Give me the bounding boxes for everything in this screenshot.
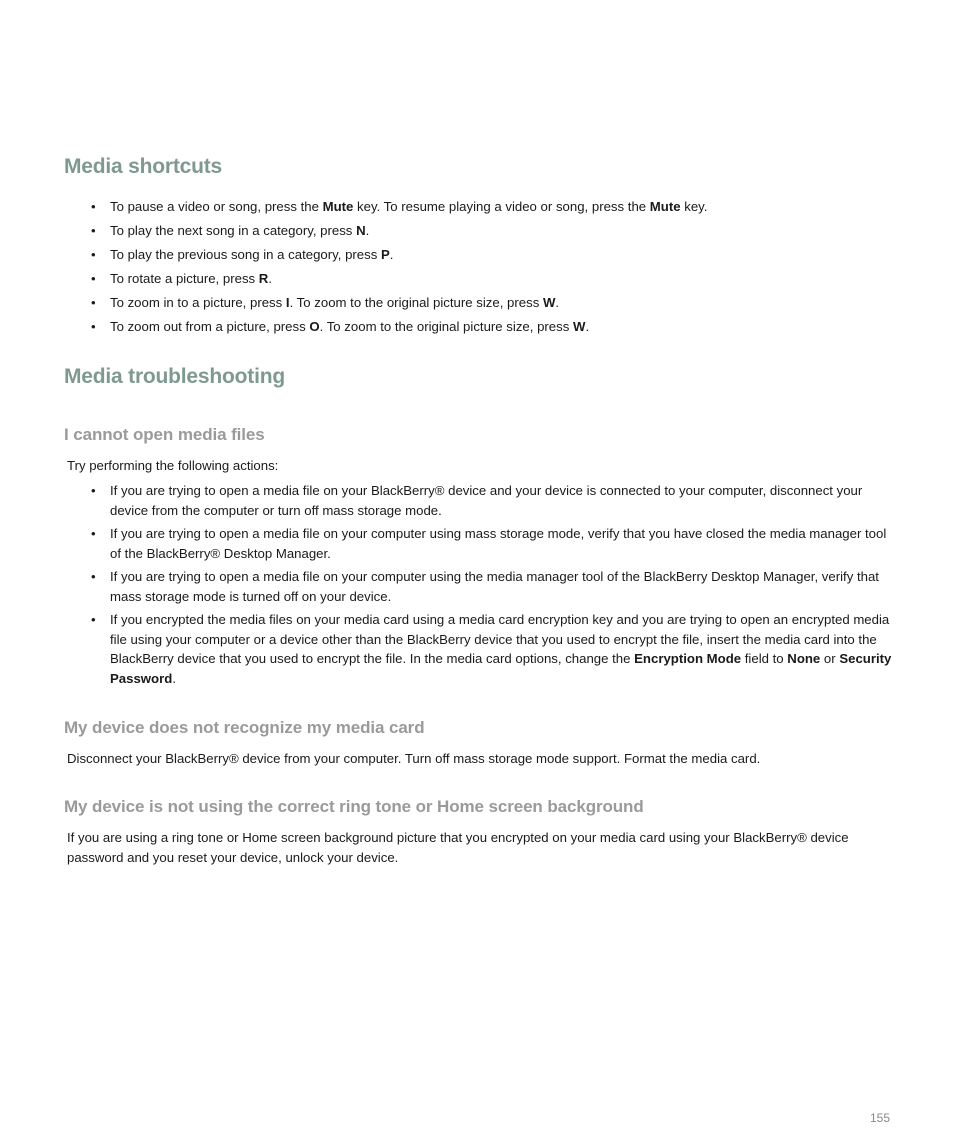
list-item: • To pause a video or song, press the Mute key. To resume playing a video or song, press the Mute key. [91,197,896,217]
list-item: • To zoom out from a picture, press O. To zoom to the original picture size, press W. [91,317,896,337]
list-item: • If you encrypted the media files on your media card using a media card encryption key and you are trying to open an encrypted media file using your computer or a device other than the BlackBerry device that you used to encrypt the file, insert the media card into the BlackBerry device that you used to encrypt the file. In the media card options, change the Encryption Mode field to None or Security Password. [91,610,896,688]
not-recognize-text: Disconnect your BlackBerry® device from your computer. Turn off mass storage mode support. Format the media card. [67,751,761,766]
list-item: • If you are trying to open a media file on your BlackBerry® device and your device is connected to your computer, disconnect your device from the computer or turn off mass storage mode. [91,481,896,520]
page-number: 155 [869,1111,890,1125]
ring-tone-text: If you are using a ring tone or Home screen background picture that you encrypted on your media card using your BlackBerry® device password and you reset your device, unlock your device. [67,830,849,865]
media-troubleshooting-heading: Media troubleshooting [64,365,285,388]
list-item: • To rotate a picture, press R. [91,269,896,289]
not-recognize-heading: My device does not recognize my media card [64,718,425,737]
cannot-open-intro: Try performing the following actions: [67,458,279,473]
list-item: • To play the next song in a category, press N. [91,221,896,241]
cannot-open-actions-list [91,481,896,692]
ring-tone-heading: My device is not using the correct ring tone or Home screen background [64,797,644,816]
list-item: • To zoom in to a picture, press I. To zoom to the original picture size, press W. [91,293,896,313]
media-shortcuts-list [91,197,896,342]
cannot-open-heading: I cannot open media files [64,425,265,444]
media-shortcuts-heading: Media shortcuts [64,155,223,178]
list-item: • If you are trying to open a media file on your computer using the media manager tool of the BlackBerry Desktop Manager, verify that mass storage mode is turned off on your device. [91,567,896,606]
list-item: • If you are trying to open a media file on your computer using mass storage mode, verify that you have closed the media manager tool of the BlackBerry® Desktop Manager. [91,524,896,563]
list-item: • To play the previous song in a category, press P. [91,245,896,265]
